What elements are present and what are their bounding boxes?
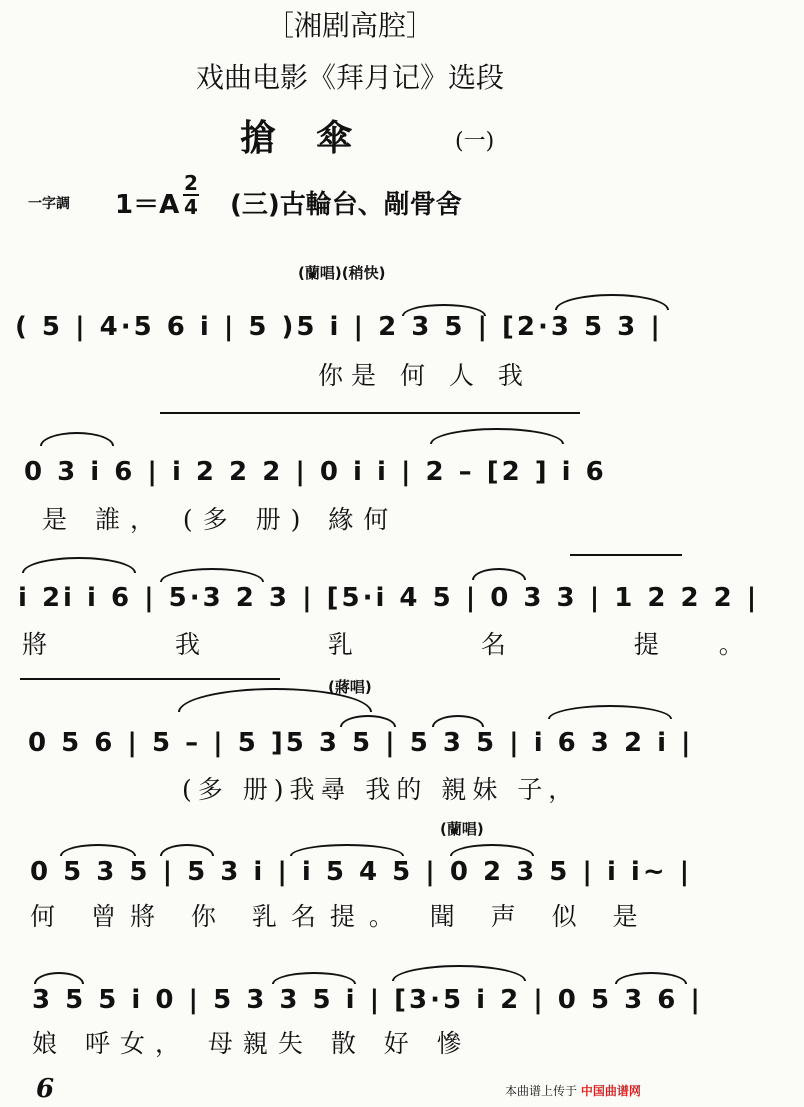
slur-mark: [430, 428, 564, 444]
notation-line: i 2i i 6 | 5·3 2 3 | [5·i 4 5 | 0 3 3 | 1 2 2 2 |: [18, 583, 760, 613]
lyrics-line: 你是 何 人 我: [318, 361, 531, 390]
tune-name: (三)古輪台、剮骨舍: [230, 190, 462, 220]
lyrics-line: 將 我 乳 名 提。: [22, 630, 804, 659]
slur-mark: [290, 844, 404, 856]
time-numerator: 2: [184, 171, 198, 195]
phrase-line: [160, 412, 580, 414]
genre-heading: ［湘剧高腔］: [265, 9, 434, 42]
stage-direction: (蘭唱)(稍快): [298, 264, 386, 282]
slur-mark: [40, 432, 114, 446]
phrase-line: [570, 554, 682, 556]
slur-mark: [472, 568, 526, 580]
time-denominator: 4: [184, 195, 198, 219]
slur-mark: [615, 972, 687, 984]
slur-mark: [34, 972, 84, 984]
mode-label: 一字調: [28, 196, 70, 212]
lyrics-line: (多 册)我尋 我的 親妹 子，: [182, 775, 580, 804]
stage-direction: (蘭唱): [440, 820, 484, 838]
aria-number: (一): [455, 129, 495, 154]
slur-mark: [548, 705, 672, 719]
lyrics-line: 何 曾將 你 乳名提。 聞 声 似 是: [30, 902, 652, 931]
slur-mark: [392, 965, 526, 981]
slur-mark: [272, 972, 356, 984]
notation-line: 0 3 i 6 | i 2 2 2 | 0 i i | 2 – [2 ] i 6: [24, 457, 607, 487]
stage-direction: (蔣唱): [328, 678, 372, 696]
slur-mark: [60, 844, 136, 856]
notation-line: 0 5 6 | 5 – | 5 ]5 3 5 | 5 3 5 | i 6 3 2 i |: [28, 728, 694, 758]
site-logo: 中国曲谱网: [580, 1084, 641, 1098]
slur-mark: [160, 568, 264, 582]
aria-title: 搶傘: [240, 117, 393, 159]
page-number: 6: [36, 1074, 55, 1104]
phrase-line: [20, 678, 280, 680]
slur-mark: [432, 715, 484, 727]
notation-line: ( 5 | 4·5 6 i | 5 )5 i | 2 3 5 | [2·3 5 3 |: [15, 312, 663, 342]
score-title: 戏曲电影《拜月记》选段: [195, 61, 504, 94]
slur-mark: [160, 844, 214, 856]
slur-mark: [450, 844, 534, 856]
notation-line: 3 5 5 i 0 | 5 3 3 5 i | [3·5 i 2 | 0 5 3 6 |: [32, 985, 703, 1015]
slur-mark: [22, 557, 136, 573]
lyrics-line: 娘 呼女， 母親失 散 好 慘: [32, 1029, 472, 1058]
slur-mark: [340, 715, 396, 727]
key-signature: 1＝A: [115, 190, 180, 220]
credit-text: 本曲谱上传于: [505, 1084, 578, 1098]
slur-mark: [555, 294, 669, 310]
time-signature: [183, 172, 199, 218]
slur-mark: [402, 304, 486, 316]
lyrics-line: 是 誰， (多 册) 緣何: [42, 505, 399, 534]
notation-line: 0 5 3 5 | 5 3 i | i 5 4 5 | 0 2 3 5 | i i~ |: [30, 857, 693, 887]
upload-credit: [505, 1082, 641, 1099]
